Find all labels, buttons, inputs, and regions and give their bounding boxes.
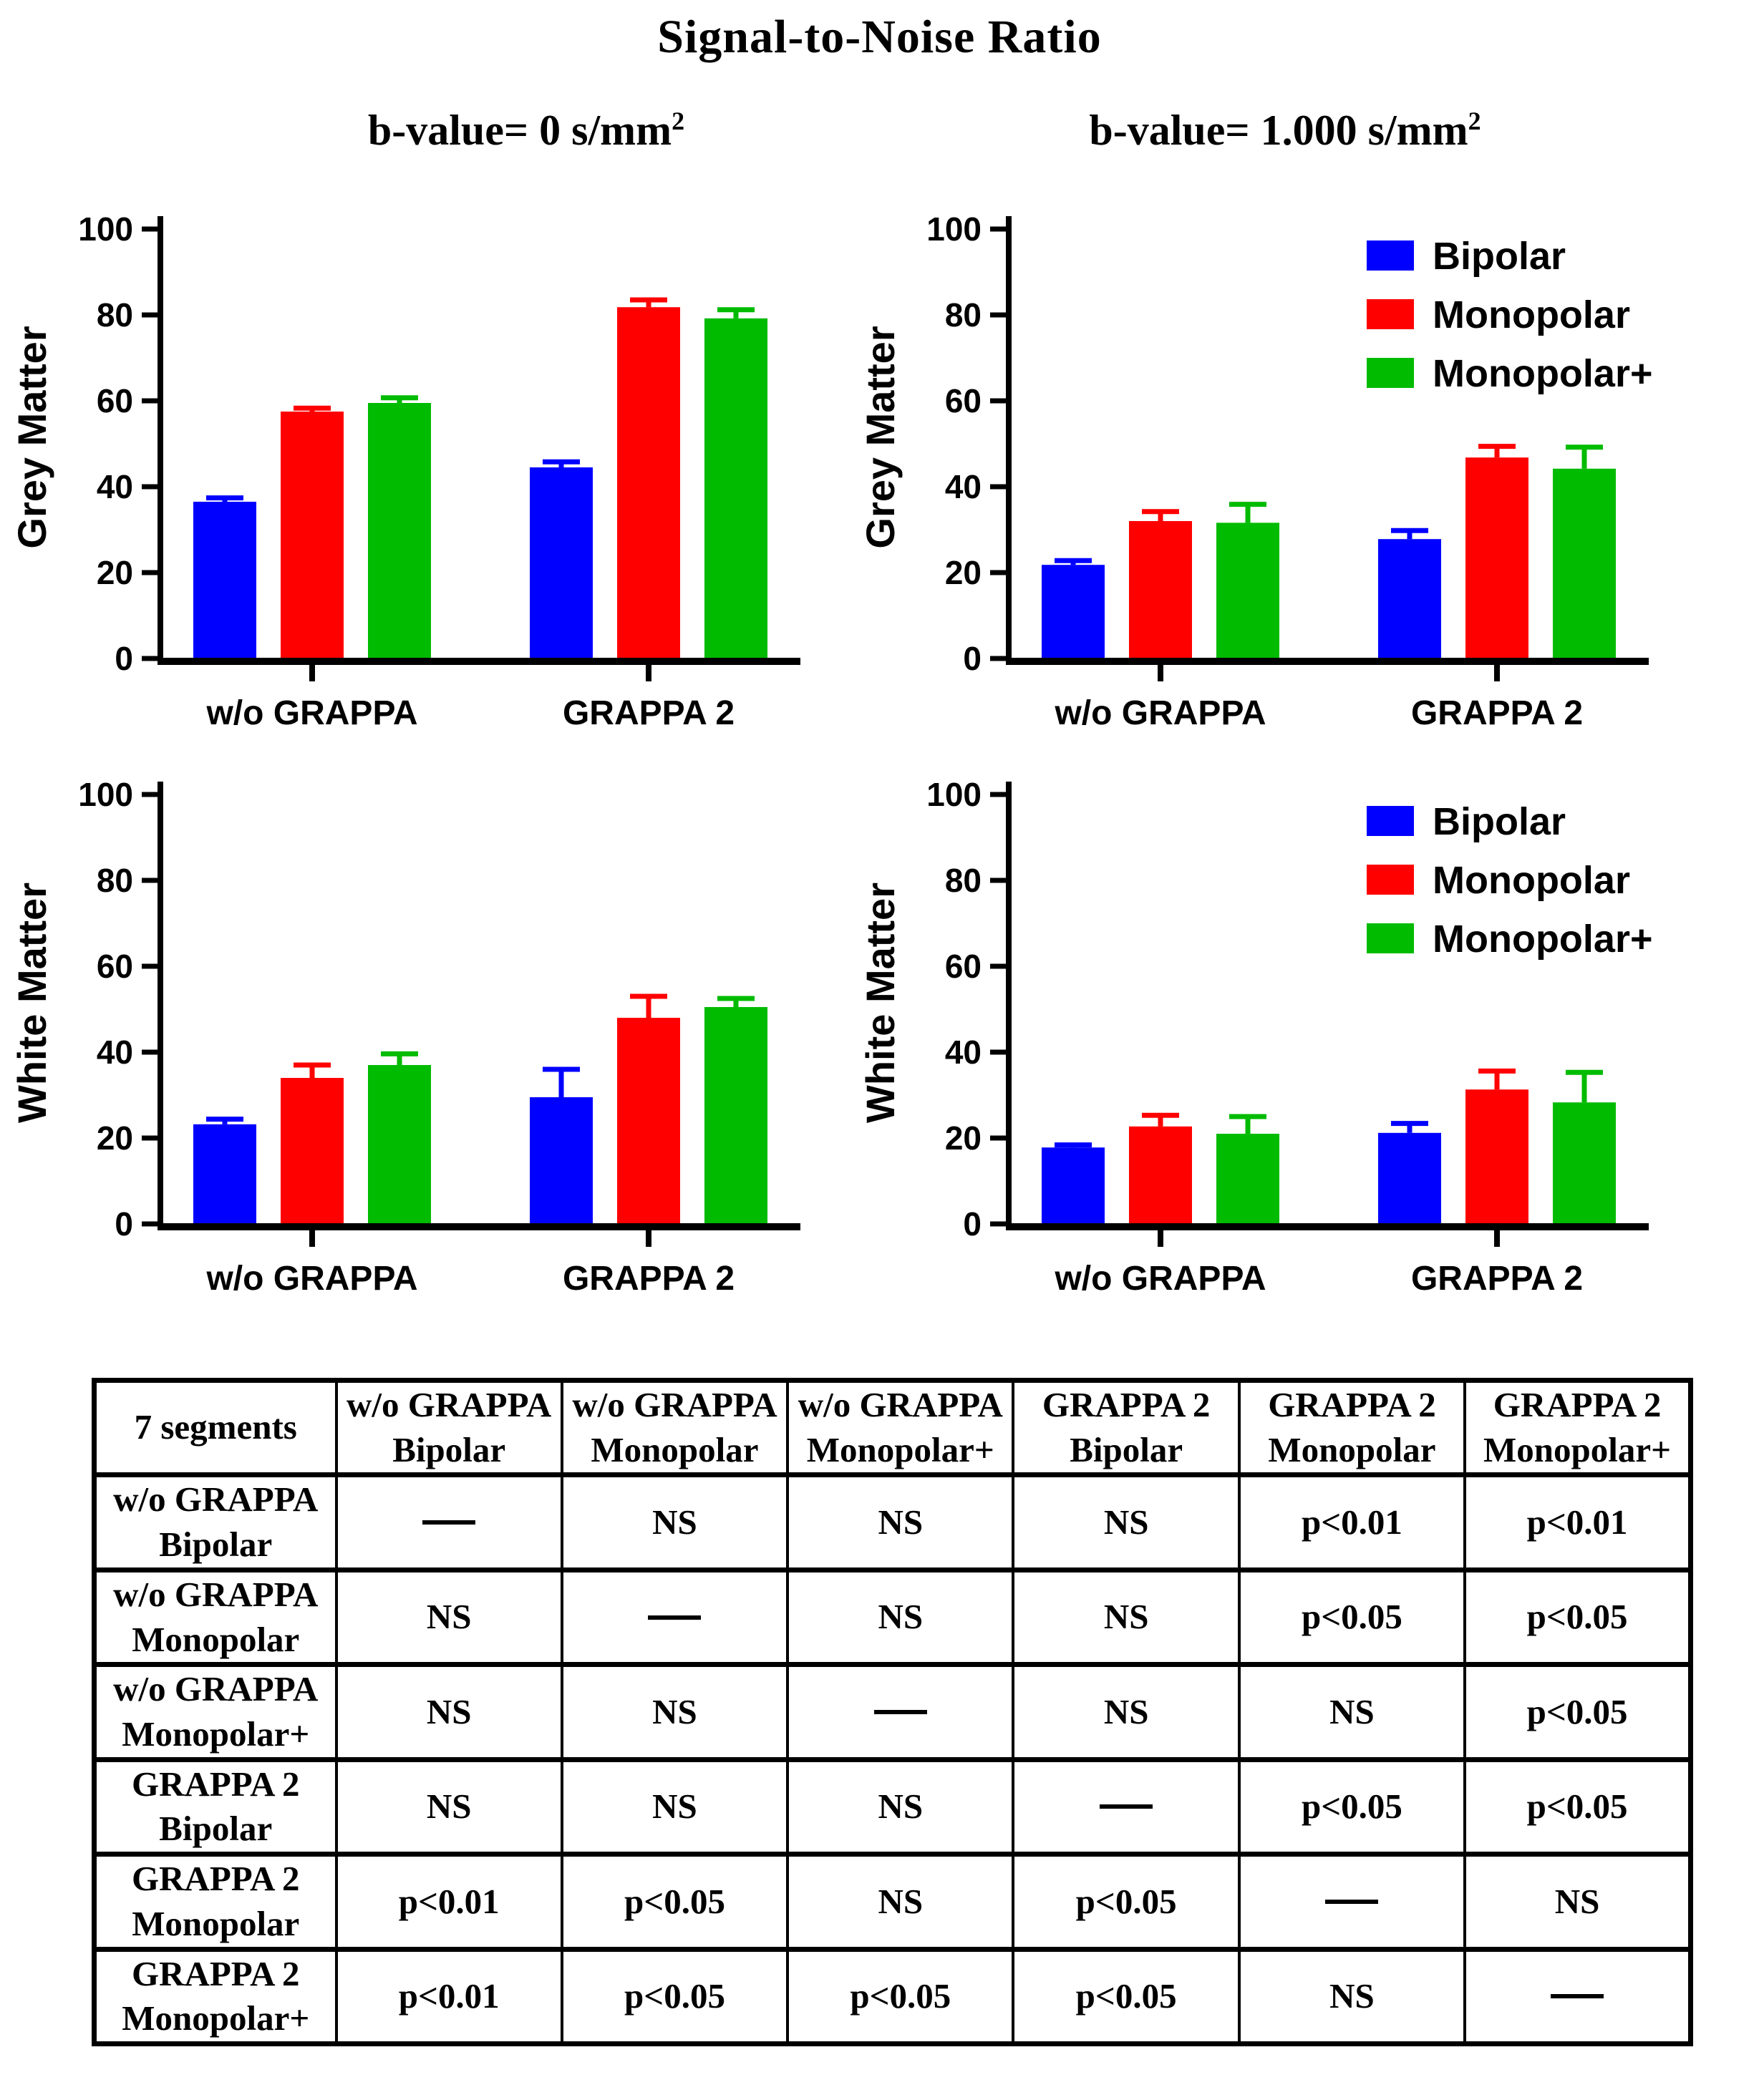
table-cell-3-3 — [1013, 1759, 1239, 1854]
bar-white-matter-b0-Bipolar-0 — [193, 1124, 256, 1224]
bar-grey-matter-b1000-Monopolar-0 — [1129, 521, 1192, 658]
y-tick-label: 20 — [944, 554, 982, 591]
row-header-0: w/o GRAPPA Bipolar — [95, 1475, 336, 1570]
table-cell-0-5: p<0.01 — [1465, 1475, 1690, 1570]
legend-swatch-Monopolar — [1367, 865, 1414, 895]
bar-white-matter-b0-Monopolar-1 — [617, 1018, 680, 1224]
y-tick-label: 60 — [96, 948, 133, 985]
bar-grey-matter-b0-Monopolar+-1 — [704, 319, 767, 658]
table-header-row — [95, 1381, 1691, 1475]
y-tick-label: 100 — [78, 210, 133, 248]
table-cell-1-2: NS — [788, 1570, 1013, 1664]
table-cell-2-0: NS — [336, 1665, 562, 1759]
x-category-label: w/o GRAPPA — [1055, 694, 1266, 732]
table-cell-5-4: NS — [1239, 1949, 1465, 2043]
table-cell-5-2: p<0.05 — [788, 1949, 1013, 2043]
y-tick-label: 0 — [115, 640, 133, 677]
column-header-5: GRAPPA 2 Monopolar+ — [1465, 1381, 1690, 1475]
bar-white-matter-b1000-Monopolar-1 — [1465, 1089, 1528, 1224]
chart-white-matter-b1000 — [848, 766, 1729, 1331]
y-tick-label: 80 — [96, 862, 133, 899]
table-row-1 — [95, 1570, 1691, 1664]
y-axis-title: Grey Matter — [9, 326, 54, 549]
y-tick-label: 0 — [963, 640, 982, 677]
y-tick-label: 60 — [944, 382, 982, 419]
table-cell-4-5: NS — [1465, 1854, 1690, 1949]
significance-table — [92, 1378, 1693, 2046]
dash-self-comparison — [1551, 1994, 1604, 1998]
legend-label-Monopolar+: Monopolar+ — [1433, 352, 1653, 395]
chart-grey-matter-b1000 — [848, 200, 1729, 766]
table-cell-3-2: NS — [788, 1759, 1013, 1854]
table-row-0 — [95, 1475, 1691, 1570]
table-cell-5-3: p<0.05 — [1013, 1949, 1239, 2043]
table-cell-2-3: NS — [1013, 1665, 1239, 1759]
table-cell-1-1 — [562, 1570, 788, 1664]
table-row-2 — [95, 1665, 1691, 1759]
legend-label-Bipolar: Bipolar — [1433, 800, 1566, 843]
subtitle-bvalue-1000-text: b-value= 1.000 s/mm — [1089, 107, 1468, 154]
table-cell-4-4 — [1239, 1854, 1465, 1949]
table-cell-1-3: NS — [1013, 1570, 1239, 1664]
legend-label-Monopolar: Monopolar — [1433, 293, 1630, 336]
chart-svg-white-matter-b1000 — [848, 766, 1729, 1331]
legend-swatch-Monopolar+ — [1367, 923, 1414, 953]
y-tick-label: 40 — [96, 1034, 133, 1071]
bar-grey-matter-b0-Bipolar-0 — [193, 502, 256, 658]
table-cell-5-0: p<0.01 — [336, 1949, 562, 2043]
row-header-3: GRAPPA 2 Bipolar — [95, 1759, 336, 1854]
bar-grey-matter-b1000-Bipolar-1 — [1378, 539, 1441, 658]
table-cell-2-1: NS — [562, 1665, 788, 1759]
table-cell-4-2: NS — [788, 1854, 1013, 1949]
bar-grey-matter-b1000-Monopolar-1 — [1465, 457, 1528, 658]
chart-svg-white-matter-b0 — [0, 766, 881, 1331]
table-cell-2-4: NS — [1239, 1665, 1465, 1759]
dash-self-comparison — [874, 1710, 927, 1714]
bar-white-matter-b1000-Monopolar+-0 — [1216, 1134, 1279, 1224]
x-category-label: w/o GRAPPA — [206, 694, 418, 732]
subtitle-bvalue-1000 — [820, 106, 1750, 155]
legend-swatch-Bipolar — [1367, 240, 1414, 271]
y-tick-label: 20 — [96, 1119, 133, 1157]
table-cell-3-0: NS — [336, 1759, 562, 1854]
table-cell-5-1: p<0.05 — [562, 1949, 788, 2043]
dash-self-comparison — [1100, 1804, 1153, 1809]
table-row-4 — [95, 1854, 1691, 1949]
dash-self-comparison — [1325, 1900, 1378, 1904]
column-header-1: w/o GRAPPA Monopolar — [562, 1381, 788, 1475]
x-category-label: GRAPPA 2 — [562, 694, 735, 732]
row-header-2: w/o GRAPPA Monopolar+ — [95, 1665, 336, 1759]
bar-grey-matter-b0-Bipolar-1 — [530, 467, 593, 658]
table-cell-5-5 — [1465, 1949, 1690, 2043]
table-cell-0-0 — [336, 1475, 562, 1570]
bar-white-matter-b1000-Bipolar-0 — [1042, 1147, 1105, 1224]
bar-white-matter-b0-Monopolar-0 — [281, 1078, 344, 1224]
table-cell-3-4: p<0.05 — [1239, 1759, 1465, 1854]
x-category-label: GRAPPA 2 — [1410, 694, 1584, 732]
y-axis-title: White Matter — [9, 883, 54, 1123]
chart-white-matter-b0 — [0, 766, 881, 1331]
x-category-label: w/o GRAPPA — [206, 1260, 418, 1298]
y-tick-label: 80 — [944, 862, 982, 899]
chart-grey-matter-b0 — [0, 200, 881, 766]
y-axis-title: Grey Matter — [858, 326, 903, 549]
y-tick-label: 60 — [944, 948, 982, 985]
table-cell-3-5: p<0.05 — [1465, 1759, 1690, 1854]
row-header-1: w/o GRAPPA Monopolar — [95, 1570, 336, 1664]
y-axis-title: White Matter — [858, 883, 903, 1123]
column-header-2: w/o GRAPPA Monopolar+ — [788, 1381, 1013, 1475]
y-tick-label: 60 — [96, 382, 133, 419]
legend-swatch-Bipolar — [1367, 806, 1414, 836]
bar-white-matter-b0-Bipolar-1 — [530, 1097, 593, 1224]
subtitle-bvalue-1000-sup: 2 — [1468, 107, 1481, 135]
y-tick-label: 40 — [96, 468, 133, 505]
bar-white-matter-b0-Monopolar+-1 — [704, 1007, 767, 1224]
column-header-4: GRAPPA 2 Monopolar — [1239, 1381, 1465, 1475]
subtitle-bvalue-0-text: b-value= 0 s/mm — [367, 107, 672, 154]
y-tick-label: 40 — [944, 468, 982, 505]
y-tick-label: 80 — [96, 296, 133, 334]
legend-label-Monopolar: Monopolar — [1433, 859, 1630, 902]
row-header-5: GRAPPA 2 Monopolar+ — [95, 1949, 336, 2043]
y-tick-label: 0 — [115, 1205, 133, 1243]
column-header-3: GRAPPA 2 Bipolar — [1013, 1381, 1239, 1475]
subtitle-bvalue-0-sup: 2 — [672, 107, 685, 135]
table-cell-1-4: p<0.05 — [1239, 1570, 1465, 1664]
y-tick-label: 80 — [944, 296, 982, 334]
table-cell-4-0: p<0.01 — [336, 1854, 562, 1949]
table-row-3 — [95, 1759, 1691, 1854]
table-cell-4-3: p<0.05 — [1013, 1854, 1239, 1949]
bar-white-matter-b1000-Monopolar-0 — [1129, 1127, 1192, 1224]
table-cell-0-1: NS — [562, 1475, 788, 1570]
legend-label-Monopolar+: Monopolar+ — [1433, 918, 1653, 961]
dash-self-comparison — [648, 1615, 701, 1620]
bar-white-matter-b1000-Bipolar-1 — [1378, 1133, 1441, 1224]
x-category-label: w/o GRAPPA — [1055, 1260, 1266, 1298]
table-cell-4-1: p<0.05 — [562, 1854, 788, 1949]
bar-grey-matter-b0-Monopolar+-0 — [368, 403, 431, 658]
bar-white-matter-b0-Monopolar+-0 — [368, 1065, 431, 1224]
legend-label-Bipolar: Bipolar — [1433, 235, 1566, 278]
figure-title: Signal-to-Noise Ratio — [657, 11, 1102, 63]
legend-swatch-Monopolar — [1367, 299, 1414, 329]
table-row-5 — [95, 1949, 1691, 2043]
column-header-0: w/o GRAPPA Bipolar — [336, 1381, 562, 1475]
bar-grey-matter-b1000-Monopolar+-1 — [1553, 469, 1616, 658]
x-category-label: GRAPPA 2 — [562, 1260, 735, 1298]
table-cell-2-5: p<0.05 — [1465, 1665, 1690, 1759]
y-tick-label: 100 — [926, 776, 982, 813]
y-tick-label: 100 — [926, 210, 982, 248]
bar-grey-matter-b1000-Bipolar-0 — [1042, 565, 1105, 658]
y-tick-label: 0 — [963, 1205, 982, 1243]
table-cell-0-4: p<0.01 — [1239, 1475, 1465, 1570]
y-tick-label: 40 — [944, 1034, 982, 1071]
bar-grey-matter-b0-Monopolar-1 — [617, 307, 680, 658]
bar-grey-matter-b1000-Monopolar+-0 — [1216, 522, 1279, 658]
y-tick-label: 20 — [944, 1119, 982, 1157]
table-cell-2-2 — [788, 1665, 1013, 1759]
table-cell-1-5: p<0.05 — [1465, 1570, 1690, 1664]
chart-svg-grey-matter-b1000 — [848, 200, 1729, 766]
y-tick-label: 100 — [78, 776, 133, 813]
table-cell-3-1: NS — [562, 1759, 788, 1854]
table-cell-1-0: NS — [336, 1570, 562, 1664]
y-tick-label: 20 — [96, 554, 133, 591]
x-category-label: GRAPPA 2 — [1410, 1260, 1584, 1298]
table-cell-0-3: NS — [1013, 1475, 1239, 1570]
bar-grey-matter-b0-Monopolar-0 — [281, 412, 344, 658]
table-corner-cell: 7 segments — [95, 1381, 336, 1475]
bar-white-matter-b1000-Monopolar+-1 — [1553, 1102, 1616, 1224]
dash-self-comparison — [422, 1520, 475, 1525]
chart-svg-grey-matter-b0 — [0, 200, 881, 766]
legend-swatch-Monopolar+ — [1367, 358, 1414, 388]
table-cell-0-2: NS — [788, 1475, 1013, 1570]
row-header-4: GRAPPA 2 Monopolar — [95, 1854, 336, 1949]
